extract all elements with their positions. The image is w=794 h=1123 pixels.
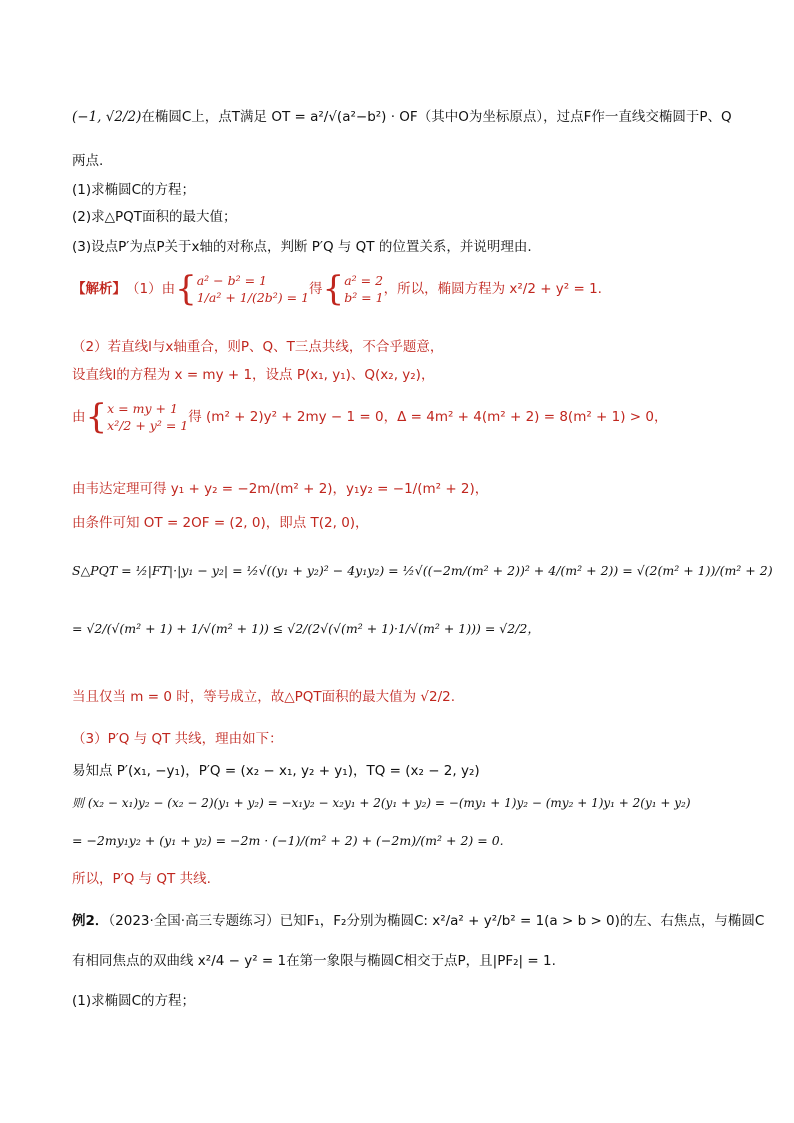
problem1-question3: (3)设点P′为点P关于x轴的对称点，判断 P′Q 与 QT 的位置关系，并说明理由. [72,239,532,255]
problem1-question2: (2)求△PQT面积的最大值； [72,209,237,225]
solution-part1 [72,269,754,324]
problem1-question1: (1)求椭圆C的方程； [72,182,196,198]
problem1-line1-text: 在椭圆C上，点T满足 OT = a²/√(a²−b²) · OF（其中O为坐标原点），过点F作一直线交椭圆于P、Q [141,109,732,125]
equation-system-2 [107,400,188,434]
system1-eq-b: 1/a² + 1/(2b²) = 1 [196,290,310,305]
system1-eq-a: a² − b² = 1 [196,273,268,288]
solution-part3-line4: = −2my₁y₂ + (y₁ + y₂) = −2m · (−1)/(m² + 2) + (−2m)/(m² + 2) = 0. [72,833,504,848]
result-system-1 [344,272,383,306]
solution-part1-suffix: ，所以，椭圆方程为 x²/2 + y² = 1. [383,281,602,297]
example2-line2: 有相同焦点的双曲线 x²/4 − y² = 1在第一象限与椭圆C相交于点P，且|PF₂| = 1. [72,953,556,969]
solution-part1-get: 得 [309,281,323,297]
result1-a: a² = 2 [344,273,384,288]
system2-brace: { [85,397,108,437]
solution-part2-line3: 得 (m² + 2)y² + 2my − 1 = 0，Δ = 4m² + 4(m² + 2) = 8(m² + 1) > 0， [188,409,668,425]
example2-label: 例2． [72,913,109,929]
system2-eq-a: x = my + 1 [107,401,178,416]
example2-question1: (1)求椭圆C的方程； [72,993,196,1009]
solution-part2-by: 由 [72,409,86,425]
solution-part3-line2: 易知点 P′(x₁, −y₁)，P′Q = (x₂ − x₁, y₂ + y₁)，TQ = (x₂ − 2, y₂) [72,763,480,779]
solution-part3-line1: （3）P′Q 与 QT 共线，理由如下： [72,731,283,747]
equation-system-1 [197,272,309,306]
problem1-line1 [72,108,754,126]
solution-part2-line1: （2）若直线l与x轴重合，则P、Q、T三点共线，不合乎题意， [72,339,444,355]
system-brace: { [175,269,197,309]
example2-line1-text: （2023·全国·高三专题练习）已知F₁，F₂分别为椭圆C: x²/a² + y²/b² = 1(a > b > 0)的左、右焦点，与椭圆C [108,913,765,929]
solution-part2-line2: 设直线l的方程为 x = my + 1，设点 P(x₁, y₁)、Q(x₂, y₂)， [72,367,435,383]
result-brace: { [322,269,345,309]
solution-part2-line4: 由韦达定理可得 y₁ + y₂ = −2m/(m² + 2)，y₁y₂ = −1/(m² + 2)， [72,481,489,497]
solution-part1-prefix: （1）由 [126,281,176,297]
example2-line1 [72,912,765,930]
solution-part2-line5: 由条件可知 OT = 2OF = (2, 0)，即点 T(2, 0)， [72,515,369,531]
solution-part3-line3: 则 (x₂ − x₁)y₂ − (x₂ − 2)(y₁ + y₂) = −x₁y₂ − x₂y₁ + 2(y₁ + y₂) = −(my₁ + 1)y₂ − (my₂ + 1)y₁ + 2(y₁ + y₂) [72,796,691,810]
solution-tag: 【解析】 [72,281,126,297]
area-maximum-statement: 当且仅当 m = 0 时，等号成立，故△PQT面积的最大值为 √2/2. [72,689,456,705]
solution-part3-line5: 所以，P′Q 与 QT 共线. [72,871,211,887]
area-inequality: = √2/(√(m² + 1) + 1/√(m² + 1)) ≤ √2/(2√(√(m² + 1)·1/√(m² + 1))) = √2/2， [72,621,540,636]
solution-part2-system [72,397,754,452]
problem1-line2: 两点. [72,153,104,169]
result1-b: b² = 1 [344,290,384,305]
area-formula: S△PQT = ½|FT|·|y₁ − y₂| = ½√((y₁ + y₂)² − 4y₁y₂) = ½√((−2m/(m² + 2))² + 4/(m² + 2)) = √(2(m² + 1))/(m² + 2) [72,563,773,578]
point-expression: (−1, √2/2) [72,109,142,125]
system2-eq-b: x²/2 + y² = 1 [107,418,189,433]
